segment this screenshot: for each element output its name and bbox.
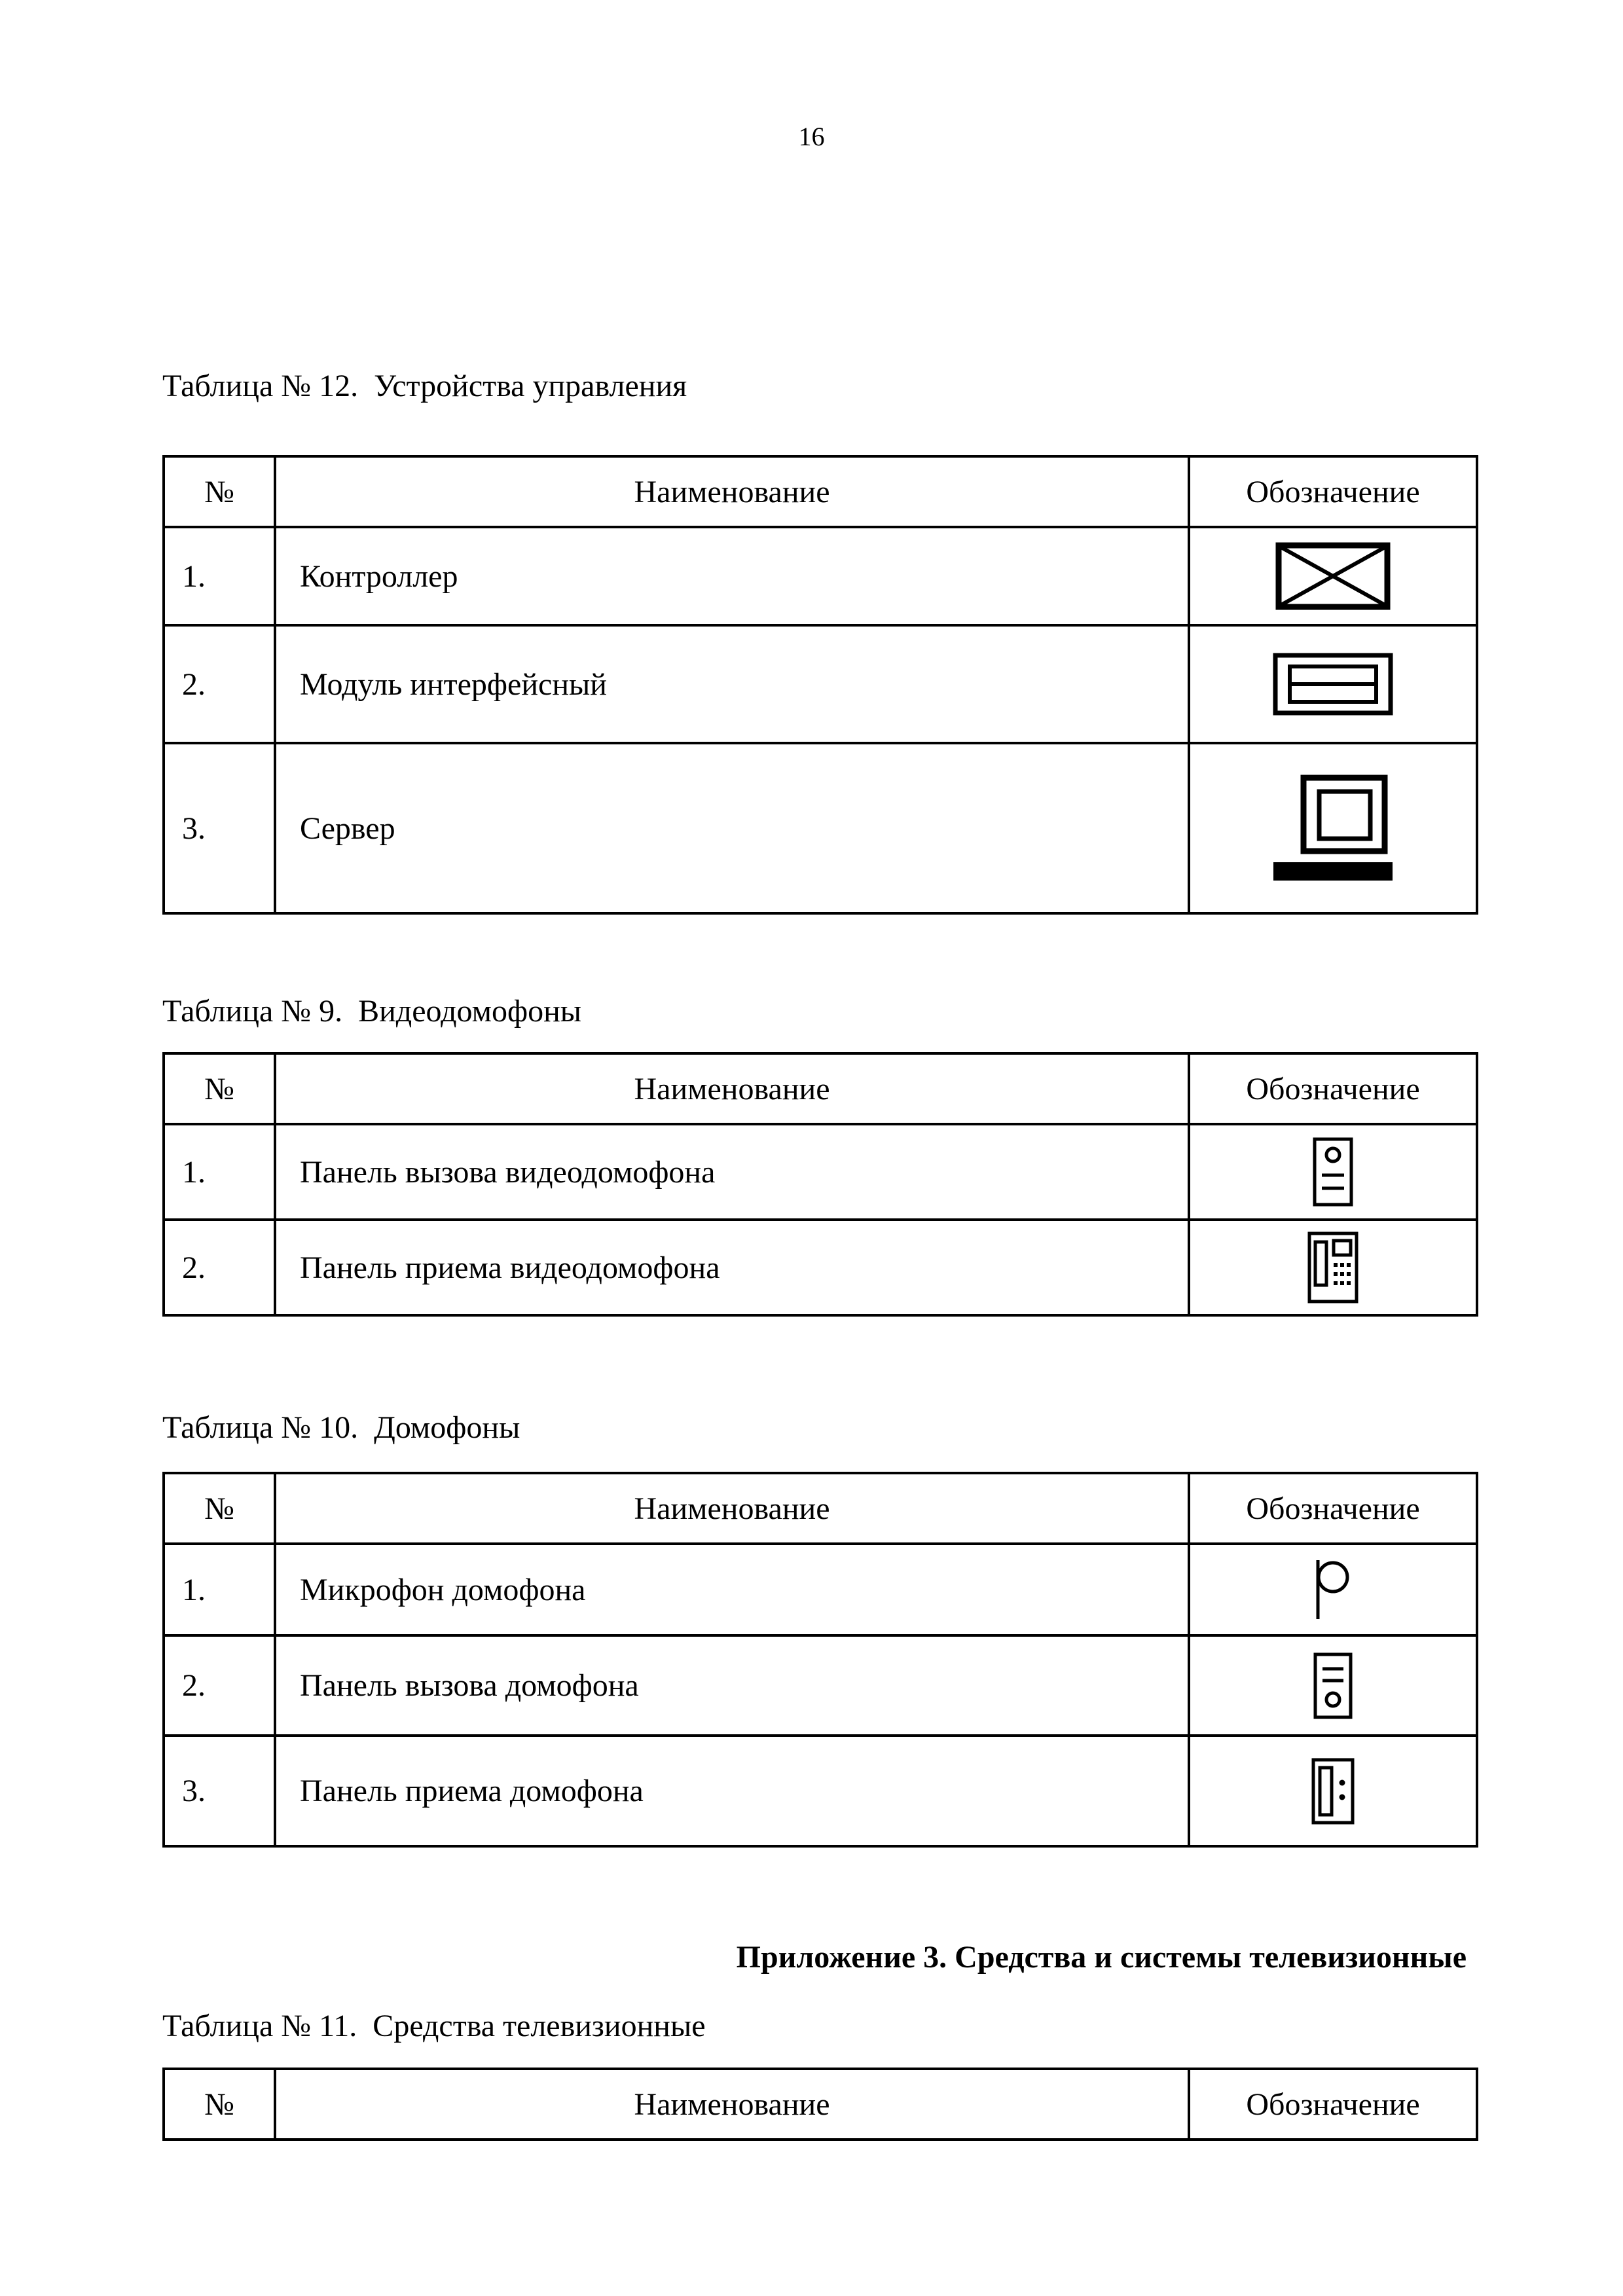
interface-module-icon [1273, 653, 1393, 716]
page-number: 16 [798, 122, 825, 151]
table-row [164, 625, 1477, 743]
table-12 [162, 455, 1478, 915]
table-12-title: Таблица № 12. Устройства управления [162, 369, 687, 403]
row-name: Модуль интерфейсный [275, 625, 1189, 743]
page-header [0, 0, 1623, 152]
table-9-header-row [164, 1053, 1477, 1124]
header-name: Наименование [275, 456, 1189, 527]
row-name: Панель приема домофона [275, 1736, 1189, 1846]
table-11-title: Таблица № 11. Средства телевизионные [162, 2009, 706, 2043]
header-name: Наименование [275, 1473, 1189, 1544]
intercom-receive-panel-icon [1311, 1758, 1355, 1825]
row-symbol [1189, 1736, 1477, 1846]
header-name: Наименование [275, 2069, 1189, 2140]
row-symbol [1189, 1635, 1477, 1736]
row-number: 2. [164, 1220, 275, 1315]
header-name: Наименование [275, 1053, 1189, 1124]
row-symbol [1189, 1124, 1477, 1220]
controller-icon [1275, 542, 1391, 610]
header-symbol: Обозначение [1189, 1053, 1477, 1124]
row-number: 2. [164, 625, 275, 743]
table-row [164, 743, 1477, 913]
header-num: № [164, 456, 275, 527]
row-number: 1. [164, 527, 275, 625]
row-number: 3. [164, 743, 275, 913]
video-intercom-receive-panel-icon [1307, 1231, 1359, 1303]
table-row [164, 1124, 1477, 1220]
row-symbol [1189, 1220, 1477, 1315]
row-number: 1. [164, 1544, 275, 1635]
row-number: 1. [164, 1124, 275, 1220]
row-name: Сервер [275, 743, 1189, 913]
header-num: № [164, 1473, 275, 1544]
table-9-title: Таблица № 9. Видеодомофоны [162, 994, 582, 1029]
table-9 [162, 1052, 1478, 1317]
header-num: № [164, 2069, 275, 2140]
document-content [0, 368, 1623, 2141]
table-12-header-row [164, 456, 1477, 527]
table-11-header-row [164, 2069, 1477, 2140]
table-row [164, 1544, 1477, 1635]
row-number: 3. [164, 1736, 275, 1846]
table-row [164, 1736, 1477, 1846]
header-num: № [164, 1053, 275, 1124]
row-name: Панель вызова домофона [275, 1635, 1189, 1736]
row-name: Микрофон домофона [275, 1544, 1189, 1635]
appendix-3-heading: Приложение 3. Средства и системы телевизионные [736, 1940, 1467, 1975]
table-row [164, 1635, 1477, 1736]
header-symbol: Обозначение [1189, 1473, 1477, 1544]
table-11 [162, 2068, 1478, 2141]
row-name: Контроллер [275, 527, 1189, 625]
server-icon [1269, 774, 1397, 883]
table-row [164, 527, 1477, 625]
intercom-microphone-icon [1312, 1559, 1354, 1620]
row-number: 2. [164, 1635, 275, 1736]
row-symbol [1189, 743, 1477, 913]
video-intercom-call-panel-icon [1313, 1137, 1353, 1207]
table-10-title: Таблица № 10. Домофоны [162, 1410, 520, 1445]
table-10-header-row [164, 1473, 1477, 1544]
row-symbol [1189, 625, 1477, 743]
row-name: Панель приема видеодомофона [275, 1220, 1189, 1315]
row-symbol [1189, 527, 1477, 625]
table-row [164, 1220, 1477, 1315]
table-10 [162, 1472, 1478, 1848]
header-symbol: Обозначение [1189, 456, 1477, 527]
intercom-call-panel-icon [1313, 1652, 1353, 1719]
row-name: Панель вызова видеодомофона [275, 1124, 1189, 1220]
header-symbol: Обозначение [1189, 2069, 1477, 2140]
row-symbol [1189, 1544, 1477, 1635]
